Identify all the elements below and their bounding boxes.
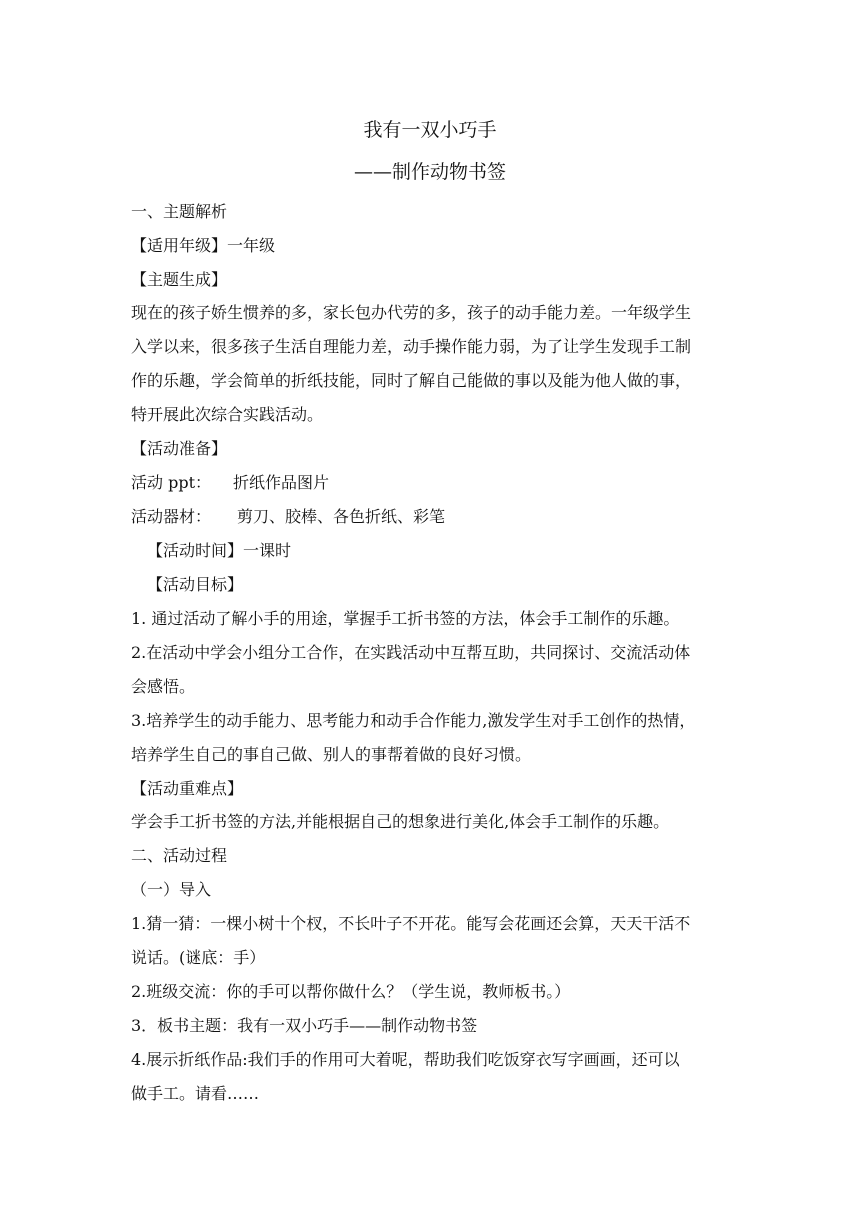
paragraph-line: 现在的孩子娇生惯养的多，家长包办代劳的多，孩子的动手能力差。一年级学生 — [131, 303, 692, 322]
document-title: 我有一双小巧手 — [363, 119, 497, 141]
tools-line — [131, 507, 445, 527]
paragraph-line: 培养学生自己的事自己做、别人的事帮着做的良好习惯。 — [131, 745, 532, 764]
subheading: 【活动重难点】 — [131, 779, 244, 798]
tools-label: 活动器材： — [131, 507, 212, 526]
section-heading: 二、活动过程 — [131, 846, 228, 865]
paragraph-line: 1.猜一猜：一棵小树十个杈，不长叶子不开花。能写会花画还会算，天天干活不 — [131, 914, 691, 933]
paragraph-line: 会感悟。 — [131, 677, 196, 696]
paragraph-line: 学会手工折书签的方法,并能根据自己的想象进行美化,体会手工制作的乐趣。 — [131, 812, 670, 831]
ppt-line — [131, 473, 329, 493]
paragraph-line: 2.班级交流：你的手可以帮你做什么？（学生说，教师板书。） — [131, 982, 571, 1001]
document-subtitle: ——制作动物书签 — [353, 161, 506, 183]
paragraph-line: 3.培养学生的动手能力、思考能力和动手合作能力,激发学生对手工创作的热情， — [131, 711, 696, 730]
section-heading: 一、主题解析 — [131, 202, 228, 221]
subsection-heading: （一）导入 — [131, 880, 212, 899]
tools-value: 剪刀、胶棒、各色折纸、彩笔 — [237, 507, 446, 526]
paragraph-line: 4.展示折纸作品:我们手的作用可大着呢，帮助我们吃饭穿衣写字画画，还可以 — [131, 1050, 680, 1069]
ppt-value: 折纸作品图片 — [233, 473, 330, 492]
paragraph-line: 入学以来，很多孩子生活自理能力差，动手操作能力弱，为了让学生发现手工制 — [131, 337, 692, 356]
subheading: 【活动准备】 — [131, 439, 228, 458]
paragraph-line: 特开展此次综合实践活动。 — [131, 405, 324, 424]
ppt-label: 活动 ppt： — [131, 473, 212, 492]
subheading: 【主题生成】 — [131, 270, 228, 289]
paragraph-line: 2.在活动中学会小组分工合作，在实践活动中互帮互助，共同探讨、交流活动体 — [131, 643, 691, 662]
paragraph-line: 3．板书主题：我有一双小巧手——制作动物书签 — [131, 1016, 478, 1035]
time-line: 【活动时间】一课时 — [147, 541, 292, 560]
paragraph-line: 说话。(谜底：手） — [131, 948, 266, 967]
subheading: 【活动目标】 — [147, 575, 244, 594]
paragraph-line: 1. 通过活动了解小手的用途，掌握手工折书签的方法，体会手工制作的乐趣。 — [131, 609, 680, 628]
paragraph-line: 作的乐趣，学会简单的折纸技能，同时了解自己能做的事以及能为他人做的事， — [131, 371, 692, 390]
grade-line: 【适用年级】一年级 — [131, 236, 276, 255]
paragraph-line: 做手工。请看…… — [131, 1084, 260, 1103]
